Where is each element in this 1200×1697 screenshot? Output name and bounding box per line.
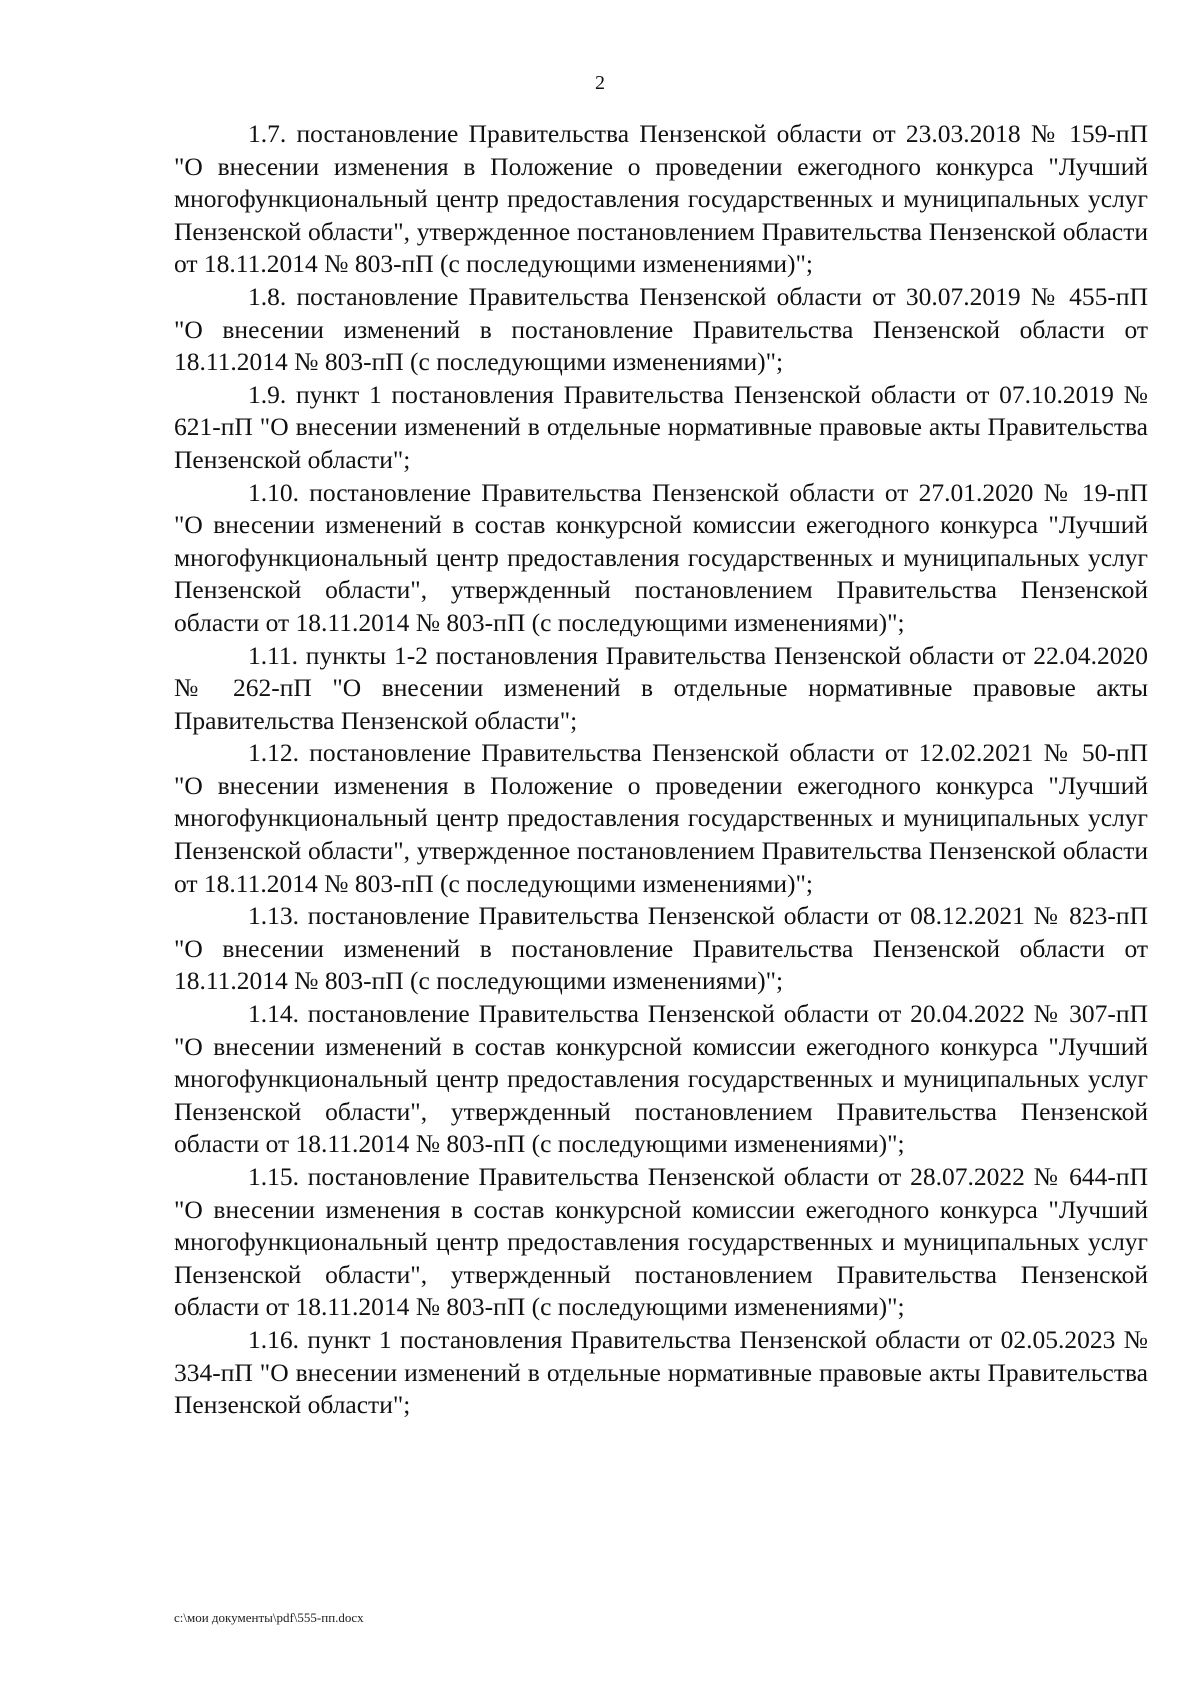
- footer-file-path: c:\мои документы\pdf\555-пп.docx: [174, 1610, 364, 1625]
- paragraph-1-8: 1.8. постановление Правительства Пензенской области от 30.07.2019 № 455-пП "О внесении изменений в постановление Правительства Пензенской области от 18.11.2014 № 803-пП (с последующими изменениями)";: [174, 281, 1148, 377]
- paragraph-1-7: 1.7. постановление Правительства Пензенской области от 23.03.2018 № 159-пП "О внесении изменения в Положение о проведении ежегодного конкурса "Лучший многофункциональный центр предоставления государственных и муниципальных услуг Пензенской области", утвержденное постановлением Правительства Пензенской области от 18.11.2014 № 803-пП (с последующими изменениями)";: [174, 119, 1148, 279]
- paragraph-1-13: 1.13. постановление Правительства Пензенской области от 08.12.2021 № 823-пП "О внесении изменений в постановление Правительства Пензенской области от 18.11.2014 № 803-пП (с последующими изменениями)";: [174, 901, 1148, 996]
- page-number: 2: [595, 72, 605, 94]
- paragraph-1-15: 1.15. постановление Правительства Пензенской области от 28.07.2022 № 644-пП "О внесении изменения в состав конкурсной комиссии ежегодного конкурса "Лучший многофункциональный центр предоставления государственных и муниципальных услуг Пензенской области", утвержденный постановлением Правительства Пензенской области от 18.11.2014 № 803-пП (с последующими изменениями)";: [174, 1162, 1148, 1322]
- document-body: [174, 118, 1148, 1422]
- paragraph-1-9: 1.9. пункт 1 постановления Правительства Пензенской области от 07.10.2019 № 621-пП "О внесении изменений в отдельные нормативные правовые акты Правительства Пензенской области";: [174, 379, 1148, 474]
- paragraph-1-10: 1.10. постановление Правительства Пензенской области от 27.01.2020 № 19-пП "О внесении изменений в состав конкурсной комиссии ежегодного конкурса "Лучший многофункциональный центр предоставления государственных и муниципальных услуг Пензенской области", утвержденный постановлением Правительства Пензенской области от 18.11.2014 № 803-пП (с последующими изменениями)";: [174, 477, 1148, 637]
- paragraph-1-11: 1.11. пункты 1-2 постановления Правительства Пензенской области от 22.04.2020 № 262-пП "О внесении изменений в отдельные нормативные правовые акты Правительства Пензенской области";: [174, 640, 1148, 735]
- paragraph-1-16: 1.16. пункт 1 постановления Правительства Пензенской области от 02.05.2023 № 334-пП "О внесении изменений в отдельные нормативные правовые акты Правительства Пензенской области";: [174, 1324, 1148, 1420]
- paragraph-1-12: 1.12. постановление Правительства Пензенской области от 12.02.2021 № 50-пП "О внесении изменения в Положение о проведении ежегодного конкурса "Лучший многофункциональный центр предоставления государственных и муниципальных услуг Пензенской области", утвержденное постановлением Правительства Пензенской области от 18.11.2014 № 803-пП (с последующими изменениями)";: [174, 738, 1148, 898]
- paragraph-1-14: 1.14. постановление Правительства Пензенской области от 20.04.2022 № 307-пП "О внесении изменений в состав конкурсной комиссии ежегодного конкурса "Лучший многофункциональный центр предоставления государственных и муниципальных услуг Пензенской области", утвержденный постановлением Правительства Пензенской области от 18.11.2014 № 803-пП (с последующими изменениями)";: [174, 999, 1148, 1159]
